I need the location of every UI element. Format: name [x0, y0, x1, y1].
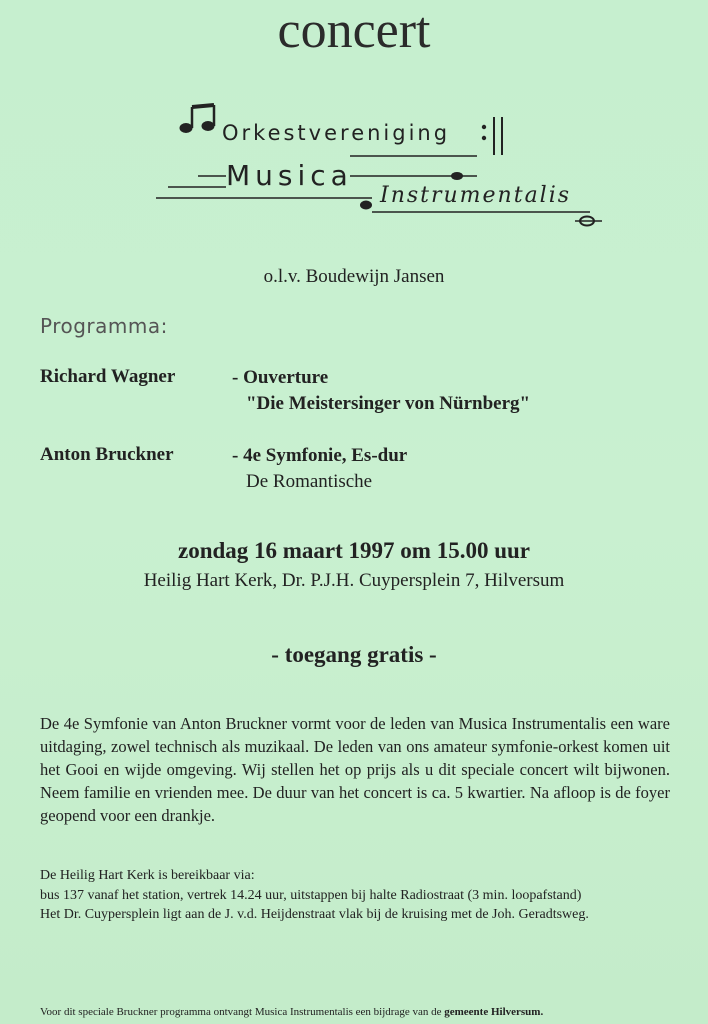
composer-wagner: Richard Wagner	[40, 366, 176, 387]
logo-instrumentalis: Instrumentalis	[380, 183, 572, 208]
concert-date: zondag 16 maart 1997 om 15.00 uur	[177, 538, 531, 563]
work-bruckner	[232, 443, 407, 495]
program-heading: Programma:	[40, 314, 168, 338]
page-title: concert	[277, 2, 431, 59]
sponsor-text: Voor dit speciale Bruckner programma ontvangt Musica Instrumentalis een bijdrage van de	[40, 1006, 445, 1018]
logo-orkestvereniging: Orkestvereniging	[222, 121, 451, 145]
work-wagner-line2: "Die Meistersinger von Nürnberg"	[246, 393, 531, 414]
work-wagner-line1: - Ouverture	[232, 367, 329, 388]
concert-venue: Heilig Hart Kerk, Dr. P.J.H. Cuypersplein 7, Hilversum	[143, 570, 565, 591]
directions-bus: bus 137 vanaf het station, vertrek 14.24 uur, uitstappen bij halte Radiostraat (3 min. loopafstand)	[40, 887, 582, 903]
work-bruckner-line1: - 4e Symfonie, Es-dur	[232, 445, 408, 466]
conductor-line: o.l.v. Boudewijn Jansen	[263, 266, 445, 287]
work-bruckner-line2: De Romantische	[246, 471, 373, 492]
description-paragraph: De 4e Symfonie van Anton Bruckner vormt voor de leden van Musica Instrumentalis een ware uitdaging, zowel technisch als muzikaal. De leden van ons amateur symfonie-orkest komen uit het Gooi en wijde omgeving. Wij stellen het op prijs als u dit speciale concert wilt bijwonen. Neem familie en vrienden mee. De duur van het concert is ca. 5 kwartier. Na afloop is de foyer geopend voor een drankje.	[40, 714, 670, 825]
work-wagner	[232, 365, 530, 417]
directions-location: Het Dr. Cuypersplein ligt aan de J. v.d. Heijdenstraat vlak bij de kruising met de Joh. Geradtsweg.	[40, 907, 589, 922]
directions-block	[40, 866, 670, 925]
composer-bruckner: Anton Bruckner	[40, 444, 174, 465]
directions-heading: De Heilig Hart Kerk is bereikbaar via:	[40, 868, 255, 883]
admission-note: - toegang gratis -	[271, 642, 437, 667]
sponsor-footer	[40, 1006, 680, 1018]
sponsor-name: gemeente Hilversum.	[444, 1006, 544, 1018]
logo-musica: Musica	[226, 159, 353, 192]
music-notes-icon	[150, 95, 620, 235]
orchestra-logo	[150, 95, 620, 235]
